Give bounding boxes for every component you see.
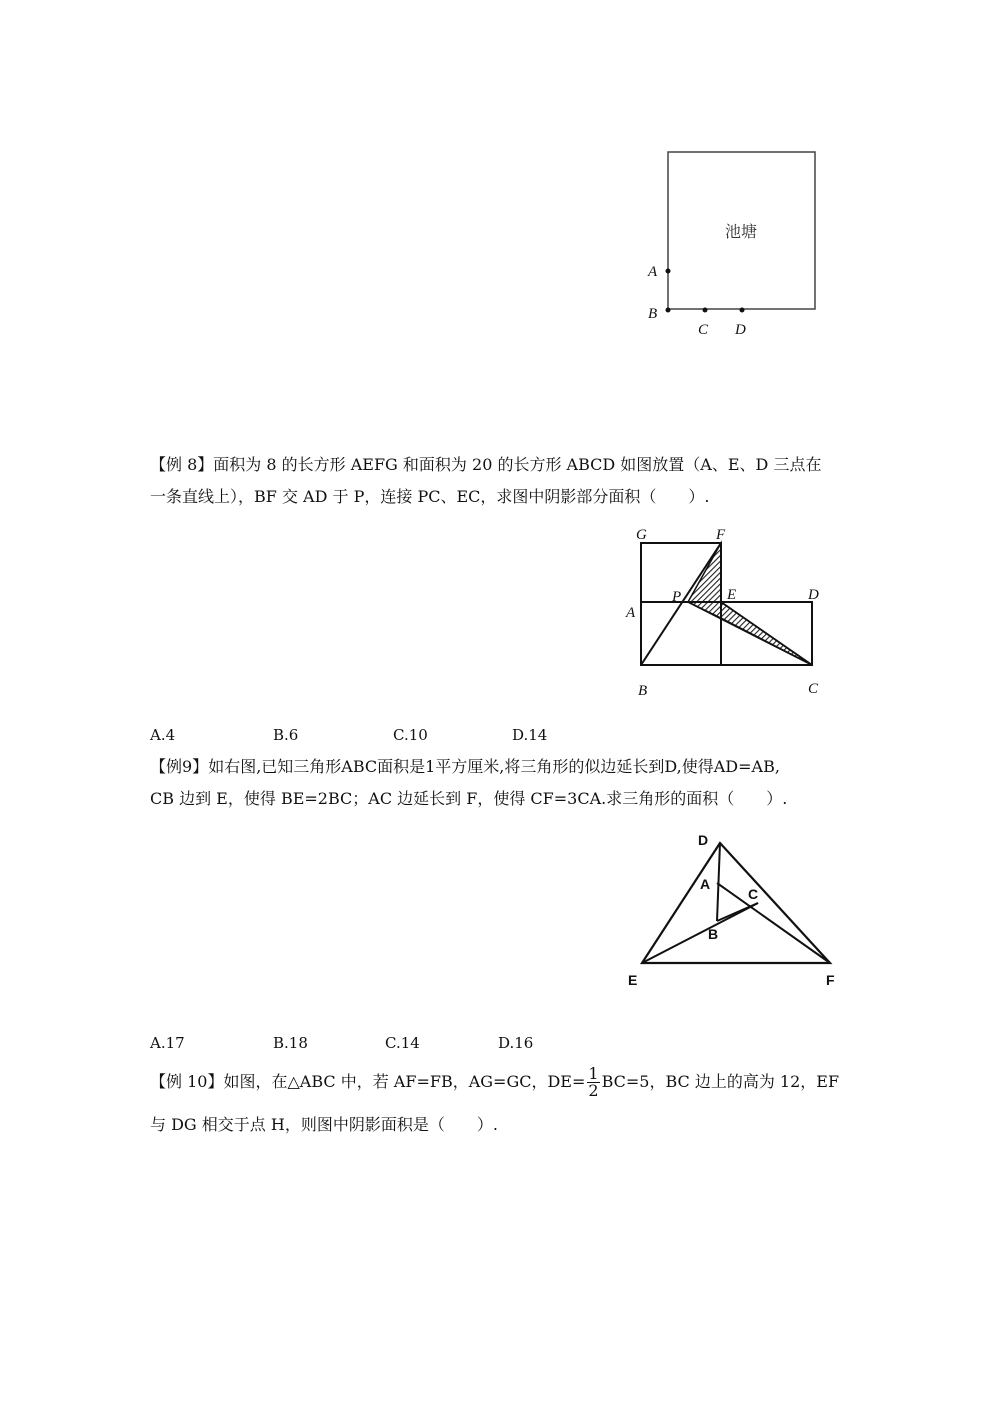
pond-point-a-label: A <box>648 264 658 280</box>
point-b-dot <box>666 308 671 313</box>
segment-ac <box>717 883 830 963</box>
ex9-label-e: E <box>628 972 638 988</box>
pond-point-b-label: B <box>648 306 658 322</box>
pond-figure <box>640 145 830 345</box>
ex10-text-1b: BC=5，BC 边上的高为 12，EF <box>601 1072 840 1091</box>
ex8-label-a: A <box>626 605 636 621</box>
segment-pc <box>688 602 812 665</box>
ex8-figure <box>620 525 840 705</box>
ex10-line2: 与 DG 相交于点 H，则图中阴影面积是（ ）. <box>150 1115 498 1134</box>
ex8-label-g: G <box>636 527 647 543</box>
ex8-line1 <box>150 450 821 480</box>
ex9-figure <box>620 825 850 995</box>
ex9-option-d: D.16 <box>498 1034 534 1052</box>
triangle-def <box>642 843 830 963</box>
ex9-option-b: B.18 <box>273 1034 308 1052</box>
ex8-option-c: C.10 <box>393 726 428 744</box>
point-d-dot <box>740 308 745 313</box>
ex9-label-d: D <box>698 832 709 848</box>
ex10-text-1a: 如图，在△ABC 中，若 AF=FB，AG=GC，DE= <box>223 1072 586 1091</box>
ex10-line1 <box>150 1066 839 1099</box>
segment-ec <box>721 602 812 665</box>
ex8-label-b: B <box>638 683 648 699</box>
pond-point-c-label: C <box>698 322 709 338</box>
ex10-fraction-numerator: 1 <box>588 1064 599 1083</box>
ex8-line2: 一条直线上），BF 交 AD 于 P，连接 PC、EC，求图中阴影部分面积（ ）. <box>150 487 710 506</box>
ex9-option-a: A.17 <box>150 1034 185 1052</box>
segment-bc <box>717 903 758 921</box>
ex8-label-p: P <box>672 589 682 605</box>
ex10-fraction <box>587 1066 599 1099</box>
ex9-label-f: F <box>826 972 835 988</box>
ex8-option-a: A.4 <box>150 726 176 744</box>
ex10-fraction-denominator: 2 <box>588 1081 599 1100</box>
ex9-label-c: C <box>748 886 759 902</box>
pond-label: 池塘 <box>725 222 758 241</box>
ex9-line1 <box>150 752 780 782</box>
ex8-option-d: D.14 <box>512 726 548 744</box>
segment-eb <box>642 903 758 963</box>
ex9-text-1: 如右图,已知三角形ABC面积是1平方厘米,将三角形的似边延长到D,使得AD=AB, <box>208 757 780 776</box>
point-a-dot <box>666 269 671 274</box>
point-c-dot <box>703 308 708 313</box>
ex9-label-b: B <box>708 926 719 942</box>
ex8-tag: 【例 8】 <box>150 455 214 474</box>
ex8-label-e: E <box>727 587 737 603</box>
ex8-text-1: 面积为 8 的长方形 AEFG 和面积为 20 的长方形 ABCD 如图放置（A、E、D 三点在 <box>213 455 822 474</box>
ex9-line2: CB 边到 E，使得 BE=2BC；AC 边延长到 F，使得 CF=3CA.求三角形的面积（ ）. <box>150 789 788 808</box>
ex9-tag: 【例9】 <box>150 757 209 776</box>
ex10-tag: 【例 10】 <box>150 1072 224 1091</box>
ex8-label-f: F <box>716 527 726 543</box>
ex8-label-d: D <box>808 587 819 603</box>
ex8-label-c: C <box>808 681 819 697</box>
ex9-option-c: C.14 <box>385 1034 420 1052</box>
segment-da <box>717 843 720 921</box>
pond-point-d-label: D <box>735 322 746 338</box>
ex8-option-b: B.6 <box>273 726 299 744</box>
ex9-label-a: A <box>700 876 711 892</box>
